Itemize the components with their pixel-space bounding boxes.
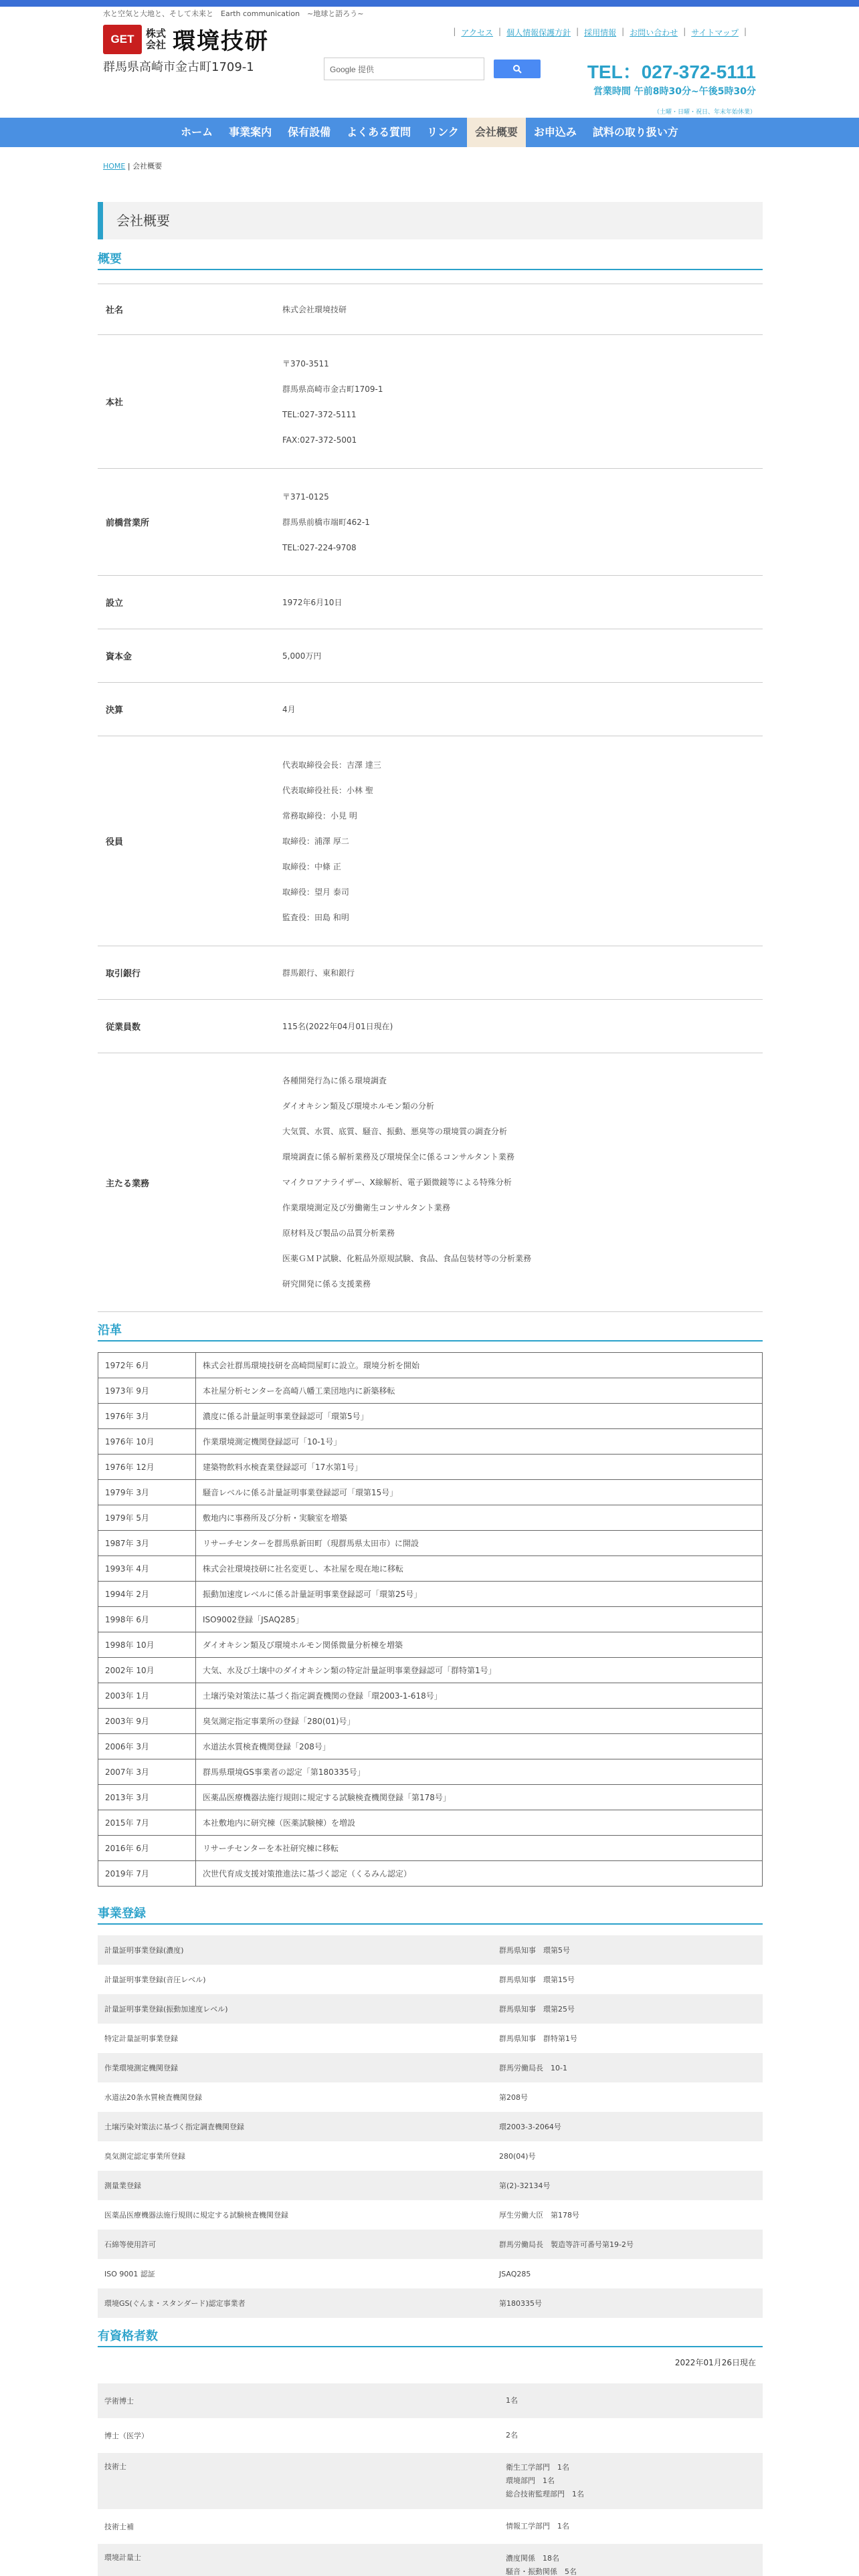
main-nav: [0, 118, 859, 147]
overview-row: [98, 629, 763, 682]
registration-number: 厚生労働大臣 第178号: [499, 2211, 579, 2220]
overview-value-line: 作業環境測定及び労働衛生コンサルタント業務: [282, 1203, 450, 1212]
overview-value-line: 医薬ＧＭＰ試験、化粧品外原規試験、食品、食品包装材等の分析業務: [282, 1254, 532, 1263]
phone-number[interactable]: TEL：027-372-5111: [587, 62, 756, 82]
history-year: 1998年 10月: [98, 1632, 196, 1658]
table-row: [98, 1404, 763, 1429]
registration-name: 計量証明事業登録(振動加速度レベル): [98, 1994, 492, 2024]
table-row: [98, 1480, 763, 1505]
registration-name: 環境GS(ぐんま・スタンダード)認定事業者: [98, 2288, 492, 2318]
table-row: [98, 1607, 763, 1632]
history-event: 土壌汚染対策法に基づく指定調査機関の登録「環2003-1-618号」: [196, 1683, 763, 1709]
table-row: [98, 1429, 763, 1455]
qualification-name: 博士（医学）: [104, 2432, 149, 2440]
qualification-name: 技術士補: [104, 2523, 134, 2531]
link-separator: |: [743, 27, 747, 36]
history-year: 2015年 7月: [98, 1810, 196, 1836]
overview-value-line: 監査役：田島 和明: [282, 912, 349, 922]
registration-number: 第(2)-32134号: [492, 2171, 763, 2200]
overview-row: [98, 468, 763, 575]
registration-name: 臭気測定認定事業所登録: [104, 2152, 185, 2161]
table-row: [98, 1658, 763, 1683]
registration-name: 計量証明事業登録(音圧レベル): [104, 1975, 206, 1984]
qualification-count-line: 環境部門 1名: [506, 2476, 555, 2485]
overview-value-line: 4月: [282, 704, 296, 714]
registration-name: 水道法20条水質検査機関登録: [104, 2093, 202, 2102]
history-event: 水道法水質検査機関登録「208号」: [196, 1734, 763, 1759]
registration-number: 第208号: [499, 2093, 528, 2102]
history-year: 2006年 3月: [98, 1734, 196, 1759]
table-row: [98, 2171, 763, 2200]
overview-value: [282, 576, 763, 629]
registration-number: 環2003-3-2064号: [492, 2112, 763, 2141]
overview-value-line: 各種開発行為に係る環境調査: [282, 1076, 387, 1085]
overview-label: 本社: [106, 398, 124, 408]
overview-value-line: 研究開発に係る支援業務: [282, 1279, 371, 1289]
table-row: [98, 1810, 763, 1836]
overview-label: 決算: [106, 706, 124, 716]
table-row: [98, 1582, 763, 1607]
site-tagline: 水と空気と大地と、そして未来と Earth communication ~地球と語ろう~: [103, 9, 364, 18]
overview-value: [282, 683, 763, 736]
link-separator: |: [622, 27, 625, 36]
history-event: 建築物飲料水検査業登録認可「17水第1号」: [196, 1455, 763, 1480]
overview-value-line: 原材料及び製品の品質分析業務: [282, 1228, 395, 1238]
history-year: 2007年 3月: [98, 1759, 196, 1785]
registration-name: 土壌汚染対策法に基づく指定調査機関登録: [98, 2112, 492, 2141]
registration-number: 群馬労働局長 製造等許可番号第19-2号: [492, 2230, 763, 2259]
history-year: 2016年 6月: [98, 1836, 196, 1861]
qualification-name: 学術博士: [98, 2383, 499, 2418]
overview-value-line: マイクロアナライザー、X線解析、電子顕微鏡等による特殊分析: [282, 1178, 512, 1187]
overview-row: [98, 999, 763, 1053]
overview-value: [282, 469, 763, 575]
overview-label: 取引銀行: [106, 969, 141, 979]
link-sitemap[interactable]: サイトマップ: [691, 28, 739, 37]
registration-number: 群馬労働局長 10-1: [492, 2053, 763, 2082]
nav-equipment[interactable]: 保有設備: [288, 126, 331, 138]
registration-name: 計量証明事業登録(濃度): [98, 1935, 492, 1965]
overview-value-line: 取締役：浦澤 厚二: [282, 836, 349, 846]
overview-value-line: ダイオキシン類及び環境ホルモン類の分析: [282, 1101, 434, 1111]
history-event: 臭気測定指定事業所の登録「280(01)号」: [196, 1709, 763, 1734]
history-year: 1972年 6月: [98, 1353, 196, 1378]
overview-row: [98, 575, 763, 629]
qualification-count-line: 濃度関係 18名: [506, 2554, 559, 2563]
overview-row: [98, 736, 763, 946]
nav-samples[interactable]: 試料の取り扱い方: [592, 126, 678, 138]
history-event: 振動加速度レベルに係る計量証明事業登録認可「環第25号」: [196, 1582, 763, 1607]
overview-row: [98, 284, 763, 334]
table-row: [98, 1994, 763, 2024]
table-row: [98, 2141, 763, 2171]
history-event: ISO9002登録「JSAQ285」: [196, 1607, 763, 1632]
registration-name: 石綿等使用許可: [98, 2230, 492, 2259]
history-year: 1976年 3月: [98, 1404, 196, 1429]
logo-kaisha: 株式会社: [146, 27, 167, 51]
table-row: [98, 2200, 763, 2230]
page-title: 会社概要: [98, 202, 763, 239]
nav-links[interactable]: リンク: [427, 126, 459, 138]
history-event: ダイオキシン類及び環境ホルモン関係微量分析棟を増築: [196, 1632, 763, 1658]
link-separator: |: [498, 27, 502, 36]
overview-value-line: 代表取締役社長：小林 聖: [282, 785, 373, 795]
nav-faq[interactable]: よくある質問: [347, 126, 411, 138]
overview-value-line: 株式会社環境技研: [282, 304, 347, 314]
overview-value: [282, 629, 763, 682]
history-year: 2013年 3月: [98, 1785, 196, 1810]
history-table: [98, 1352, 763, 1887]
table-row: [98, 2230, 763, 2259]
history-year: 1987年 3月: [98, 1531, 196, 1556]
breadcrumb-current: 会社概要: [132, 162, 163, 171]
history-year: 1973年 9月: [98, 1378, 196, 1404]
registration-name: ISO 9001 認証: [104, 2270, 155, 2278]
search-icon: [512, 64, 522, 74]
overview-label: 社名: [106, 306, 124, 316]
qualification-name: 技術士: [98, 2453, 499, 2509]
table-row: [98, 1935, 763, 1965]
history-event: 大気、水及び土壌中のダイオキシン類の特定計量証明事業登録認可「群特第1号」: [196, 1658, 763, 1683]
history-event: 次世代育成支援対策推進法に基づく認定（くるみん認定）: [196, 1861, 763, 1887]
registration-number: 群馬県知事 環第5号: [492, 1935, 763, 1965]
overview-value-line: 群馬銀行、東和銀行: [282, 968, 355, 978]
qualification-count: [499, 2509, 763, 2544]
overview-label: 資本金: [106, 652, 132, 662]
overview-value-line: FAX:027-372-5001: [282, 435, 357, 445]
site-search: [324, 58, 541, 80]
link-access[interactable]: アクセス: [461, 28, 494, 37]
table-row: [98, 2509, 763, 2544]
history-event: リサーチセンターを本社研究棟に移転: [196, 1836, 763, 1861]
history-year: 1998年 6月: [98, 1607, 196, 1632]
table-row: [98, 2418, 763, 2453]
history-year: 2003年 1月: [98, 1683, 196, 1709]
registration-table: [98, 1935, 763, 2318]
history-year: 1976年 12月: [98, 1455, 196, 1480]
qualifications-heading: 有資格者数: [98, 2329, 763, 2347]
table-row: [98, 2024, 763, 2053]
overview-value-line: 常務取締役：小見 明: [282, 811, 357, 821]
search-placeholder: Google 提供: [330, 64, 375, 74]
overview-row: [98, 1053, 763, 1312]
link-recruit[interactable]: 採用情報: [584, 28, 617, 37]
nav-apply[interactable]: お申込み: [533, 126, 577, 138]
table-row: [98, 1632, 763, 1658]
overview-label: 従業員数: [106, 1023, 141, 1033]
table-row: [98, 1353, 763, 1378]
history-year: 1993年 4月: [98, 1556, 196, 1582]
registration-number: JSAQ285: [499, 2269, 531, 2278]
history-heading: 沿革: [98, 1323, 763, 1341]
qualifications-date: 2022年01月26日現在: [674, 2358, 756, 2367]
history-event: 濃度に係る計量証明事業登録認可「環第5号」: [196, 1404, 763, 1429]
search-button[interactable]: [494, 60, 541, 78]
history-year: 1979年 3月: [98, 1480, 196, 1505]
utility-links: [453, 27, 747, 38]
logo-name: 環境技研: [173, 28, 269, 55]
business-hours: 営業時間 午前8時30分~午後5時30分: [593, 86, 756, 97]
overview-value-line: 環境調査に係る解析業務及び環境保全に係るコンサルタント業務: [282, 1152, 514, 1162]
overview-heading: 概要: [98, 251, 763, 270]
qualification-count-line: 2名: [506, 2431, 518, 2440]
nav-services[interactable]: 事業案内: [229, 126, 272, 138]
qualification-count: [499, 2544, 763, 2576]
overview-row: [98, 946, 763, 999]
table-row: [98, 2082, 763, 2112]
overview-value-line: 〒370-3511: [282, 358, 329, 368]
link-separator: |: [683, 27, 686, 36]
history-year: 1976年 10月: [98, 1429, 196, 1455]
history-year: 2003年 9月: [98, 1709, 196, 1734]
overview-value-line: 取締役：中條 正: [282, 861, 341, 871]
registration-name: 医薬品医療機器法施行規則に規定する試験検査機関登録: [104, 2211, 288, 2220]
overview-value: [282, 736, 763, 946]
registration-name: 測量業登録: [98, 2171, 492, 2200]
registration-name: 作業環境測定機関登録: [98, 2053, 492, 2082]
table-row: [98, 2288, 763, 2318]
registration-number: 280(04)号: [499, 2152, 536, 2161]
nav-company[interactable]: 会社概要: [467, 118, 526, 147]
qualification-count: [499, 2453, 763, 2509]
table-row: [98, 1836, 763, 1861]
history-event: 株式会社環境技研に社名変更し、本社屋を現在地に移転: [196, 1556, 763, 1582]
overview-value-line: 大気質、水質、底質、騒音、振動、悪臭等の環境質の調査分析: [282, 1127, 508, 1136]
history-event: リサーチセンターを群馬県新田町（現群馬県太田市）に開設: [196, 1531, 763, 1556]
registration-number: 群馬県知事 環第25号: [492, 1994, 763, 2024]
qualification-count-line: 騒音・振動関係 5名: [506, 2567, 577, 2576]
site-logo[interactable]: [103, 23, 269, 56]
history-event: 本社敷地内に研究棟（医薬試験棟）を増設: [196, 1810, 763, 1836]
overview-value-line: 代表取締役会長：吉澤 達三: [282, 760, 381, 770]
breadcrumb-home[interactable]: HOME: [103, 162, 126, 171]
registration-name: 特定計量証明事業登録: [104, 2034, 178, 2043]
overview-value-line: 115名(2022年04月01日現在): [282, 1021, 393, 1031]
table-row: [98, 1455, 763, 1480]
table-row: [98, 1861, 763, 1887]
nav-home[interactable]: ホーム: [181, 126, 213, 138]
table-row: [98, 1378, 763, 1404]
overview-value-line: 5,000万円: [282, 651, 322, 661]
history-year: 2002年 10月: [98, 1658, 196, 1683]
table-row: [98, 2112, 763, 2141]
registration-heading: 事業登録: [98, 1906, 763, 1925]
overview-label: 設立: [106, 599, 124, 609]
overview-value-line: 群馬県前橋市端町462-1: [282, 517, 370, 527]
overview-label: 主たる業務: [106, 1178, 150, 1189]
table-row: [98, 2053, 763, 2082]
history-event: 敷地内に事務所及び分析・実験室を増築: [196, 1505, 763, 1531]
company-address: 群馬県高崎市金古町1709-1: [103, 60, 254, 74]
search-input[interactable]: [324, 58, 484, 80]
overview-value: [282, 1053, 763, 1311]
link-privacy[interactable]: 個人情報保護方針: [506, 28, 571, 37]
table-row: [98, 1965, 763, 1994]
registration-number: 群馬県知事 環第15号: [499, 1975, 575, 1984]
table-row: [98, 1683, 763, 1709]
table-row: [98, 1505, 763, 1531]
overview-row: [98, 334, 763, 468]
overview-value-line: 取締役：望月 泰司: [282, 887, 349, 897]
top-accent-bar: [0, 0, 859, 7]
breadcrumb-separator: |: [125, 162, 133, 171]
overview-value: [282, 1000, 763, 1053]
overview-value: [282, 335, 763, 468]
table-row: [98, 2453, 763, 2509]
history-event: 作業環境測定機関登録認可「10-1号」: [196, 1429, 763, 1455]
breadcrumb: [103, 160, 162, 171]
history-event: 本社屋分析センターを高崎八幡工業団地内に新築移転: [196, 1378, 763, 1404]
qualification-count-line: 1名: [506, 2396, 518, 2405]
history-year: 1994年 2月: [98, 1582, 196, 1607]
history-event: 医薬品医療機器法施行規則に規定する試験検査機関登録「第178号」: [196, 1785, 763, 1810]
registration-number: 群馬県知事 群特第1号: [499, 2034, 577, 2043]
qualification-name: 環境計量士: [98, 2544, 499, 2576]
overview-value-line: 群馬県高崎市金古町1709-1: [282, 384, 383, 394]
table-row: [98, 1556, 763, 1582]
qualification-count-line: 情報工学部門 1名: [506, 2522, 569, 2531]
table-row: [98, 1531, 763, 1556]
table-row: [98, 2383, 763, 2418]
history-year: 1979年 5月: [98, 1505, 196, 1531]
registration-number: 第180335号: [492, 2288, 763, 2318]
overview-value-line: 1972年6月10日: [282, 597, 343, 607]
qualification-count-line: 衛生工学部門 1名: [506, 2463, 569, 2472]
qualifications-table: [98, 2383, 763, 2576]
overview-label: 役員: [106, 837, 124, 847]
qualification-count: [499, 2383, 763, 2418]
table-row: [98, 1709, 763, 1734]
history-event: 群馬県環境GS事業者の認定「第180335号」: [196, 1759, 763, 1785]
qualification-count: [499, 2418, 763, 2453]
logo-badge: GET: [103, 25, 142, 54]
qualification-count-line: 総合技術監理部門 1名: [506, 2490, 584, 2498]
overview-value-line: 〒371-0125: [282, 492, 329, 502]
history-event: 株式会社群馬環境技研を高崎問屋町に設立。環境分析を開始: [196, 1353, 763, 1378]
table-row: [98, 1734, 763, 1759]
overview-value: [282, 946, 763, 999]
table-row: [98, 1759, 763, 1785]
link-separator: |: [576, 27, 579, 36]
link-contact[interactable]: お問い合わせ: [630, 28, 678, 37]
history-year: 2019年 7月: [98, 1861, 196, 1887]
overview-value: [282, 284, 763, 334]
overview-label: 前橋営業所: [106, 518, 150, 528]
table-row: [98, 2544, 763, 2576]
table-row: [98, 2259, 763, 2288]
link-separator: |: [453, 27, 456, 36]
business-hours-note: （土曜・日曜・祝日、年末年始休業）: [653, 109, 756, 116]
overview-value-line: TEL:027-372-5111: [282, 409, 357, 419]
overview-row: [98, 682, 763, 736]
history-event: 騒音レベルに係る計量証明事業登録認可「環第15号」: [196, 1480, 763, 1505]
overview-value-line: TEL:027-224-9708: [282, 542, 357, 552]
table-row: [98, 1785, 763, 1810]
